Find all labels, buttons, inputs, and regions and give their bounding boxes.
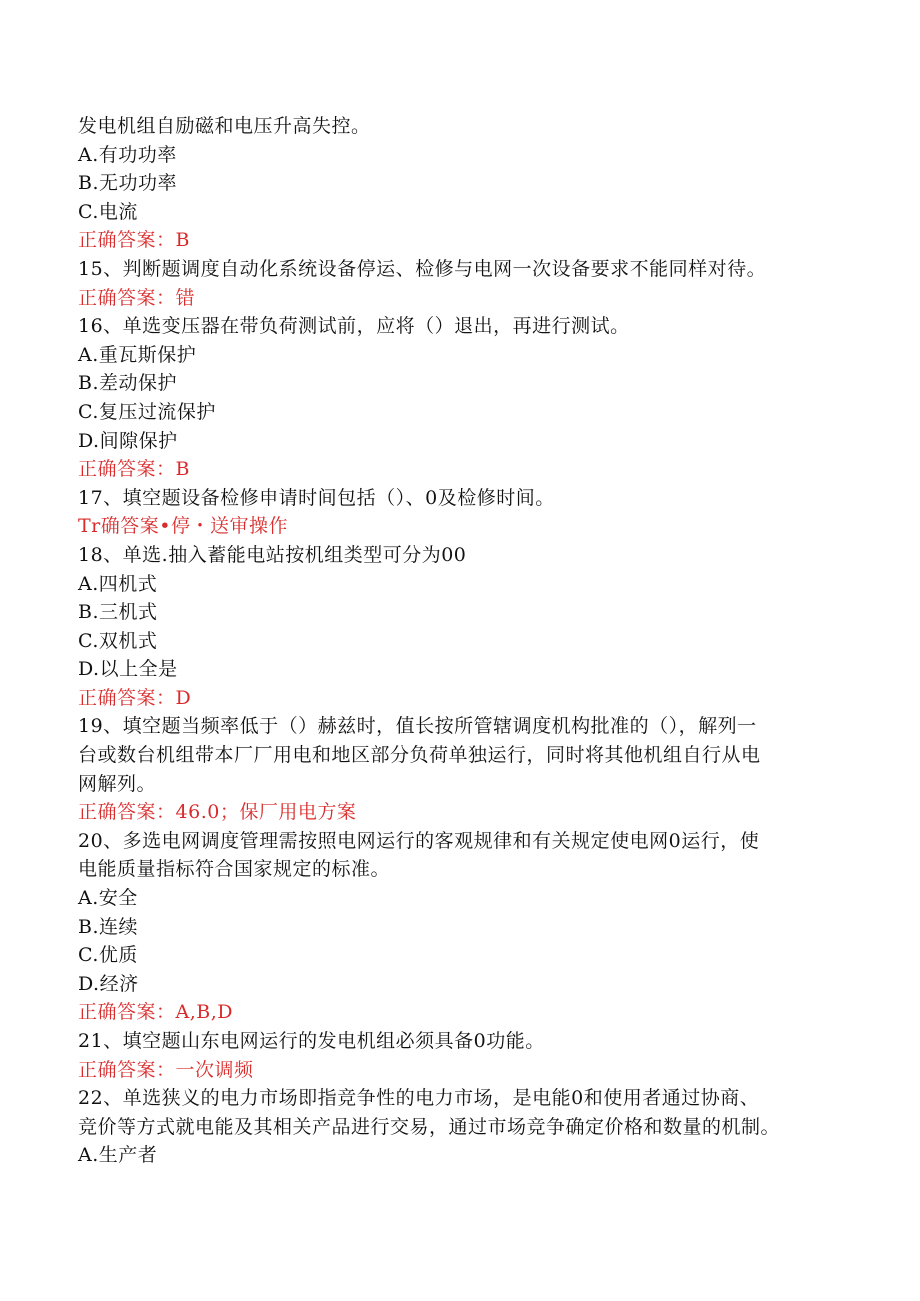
option-a: A.四机式 (78, 572, 158, 595)
question-20: 20、多选电网调度管理需按照电网运行的客观规律和有关规定使电网0运行，使 (78, 829, 760, 852)
answer-value: 停・送审操作 (170, 515, 288, 538)
option-c: C.电流 (78, 200, 138, 223)
answer-value: 一次调频 (175, 1058, 254, 1081)
answer-label: 正确答案： (78, 686, 176, 709)
answer-label: 正确答案： (78, 229, 176, 252)
option-d: D.经济 (78, 972, 139, 995)
question-15: 15、判断题调度自动化系统设备停运、检修与电网一次设备要求不能同样对待。 (78, 257, 767, 280)
answer-value: 46.0；保厂用电方案 (175, 801, 357, 824)
answer-value: D (175, 686, 192, 709)
question-17: 17、填空题设备检修申请时间包括（）、0及检修时间。 (78, 486, 555, 509)
answer-value: B (175, 458, 190, 481)
answer-label: 正确答案： (78, 458, 176, 481)
answer-value: 错 (175, 286, 196, 309)
option-d: D.以上全是 (78, 658, 178, 681)
question-16: 16、单选变压器在带负荷测试前，应将（）退出，再进行测试。 (78, 315, 630, 338)
answer-line (78, 226, 858, 255)
option-d: D.间隙保护 (78, 429, 178, 452)
option-c: C.双机式 (78, 629, 158, 652)
option-b: B.差动保护 (78, 372, 178, 395)
answer-value: A,B,D (175, 1001, 234, 1024)
option-a: A.有功功率 (78, 143, 177, 166)
option-b: B.无功功率 (78, 172, 178, 195)
option-b: B.三机式 (78, 601, 158, 624)
answer-label: 正确答案： (78, 801, 176, 824)
option-a: A.生产者 (78, 1144, 158, 1167)
option-b: B.连续 (78, 915, 139, 938)
option-c: C.优质 (78, 944, 138, 967)
question-text-continuation: 发电机组自励磁和电压升高失控。 (78, 115, 371, 137)
answer-line (78, 684, 858, 713)
answer-value: B (175, 229, 190, 252)
answer-line (78, 512, 858, 541)
document-page (78, 112, 858, 1170)
question-19-continuation: 台或数台机组带本厂厂用电和地区部分负荷单独运行，同时将其他机组自行从电 (78, 744, 761, 767)
answer-line (78, 1056, 858, 1085)
answer-label: 正确答案： (78, 286, 176, 309)
question-22: 22、单选狭义的电力市场即指竞争性的电力市场，是电能0和使用者通过协商、 (78, 1087, 760, 1110)
question-20-continuation: 电能质量指标符合国家规定的标准。 (78, 858, 391, 881)
answer-line (78, 998, 858, 1027)
answer-label: 正确答案： (78, 1058, 176, 1081)
option-a: A.安全 (78, 887, 138, 910)
answer-line (78, 284, 858, 313)
answer-line (78, 798, 858, 827)
answer-label: 正确答案： (78, 1001, 176, 1024)
question-19-continuation: 网解列。 (78, 772, 157, 795)
question-18: 18、单选.抽入蓄能电站按机组类型可分为00 (78, 543, 467, 566)
option-c: C.复压过流保护 (78, 400, 216, 423)
answer-label: Tr确答案• (78, 515, 171, 538)
answer-line (78, 455, 858, 484)
question-21: 21、填空题山东电网运行的发电机组必须具备0功能。 (78, 1030, 545, 1052)
question-22-continuation: 竞价等方式就电能及其相关产品进行交易，通过市场竞争确定价格和数量的机制。 (78, 1115, 781, 1138)
option-a: A.重瓦斯保护 (78, 343, 197, 366)
question-19: 19、填空题当频率低于（）赫兹时，值长按所管辖调度机构批准的（），解列一 (78, 715, 757, 738)
